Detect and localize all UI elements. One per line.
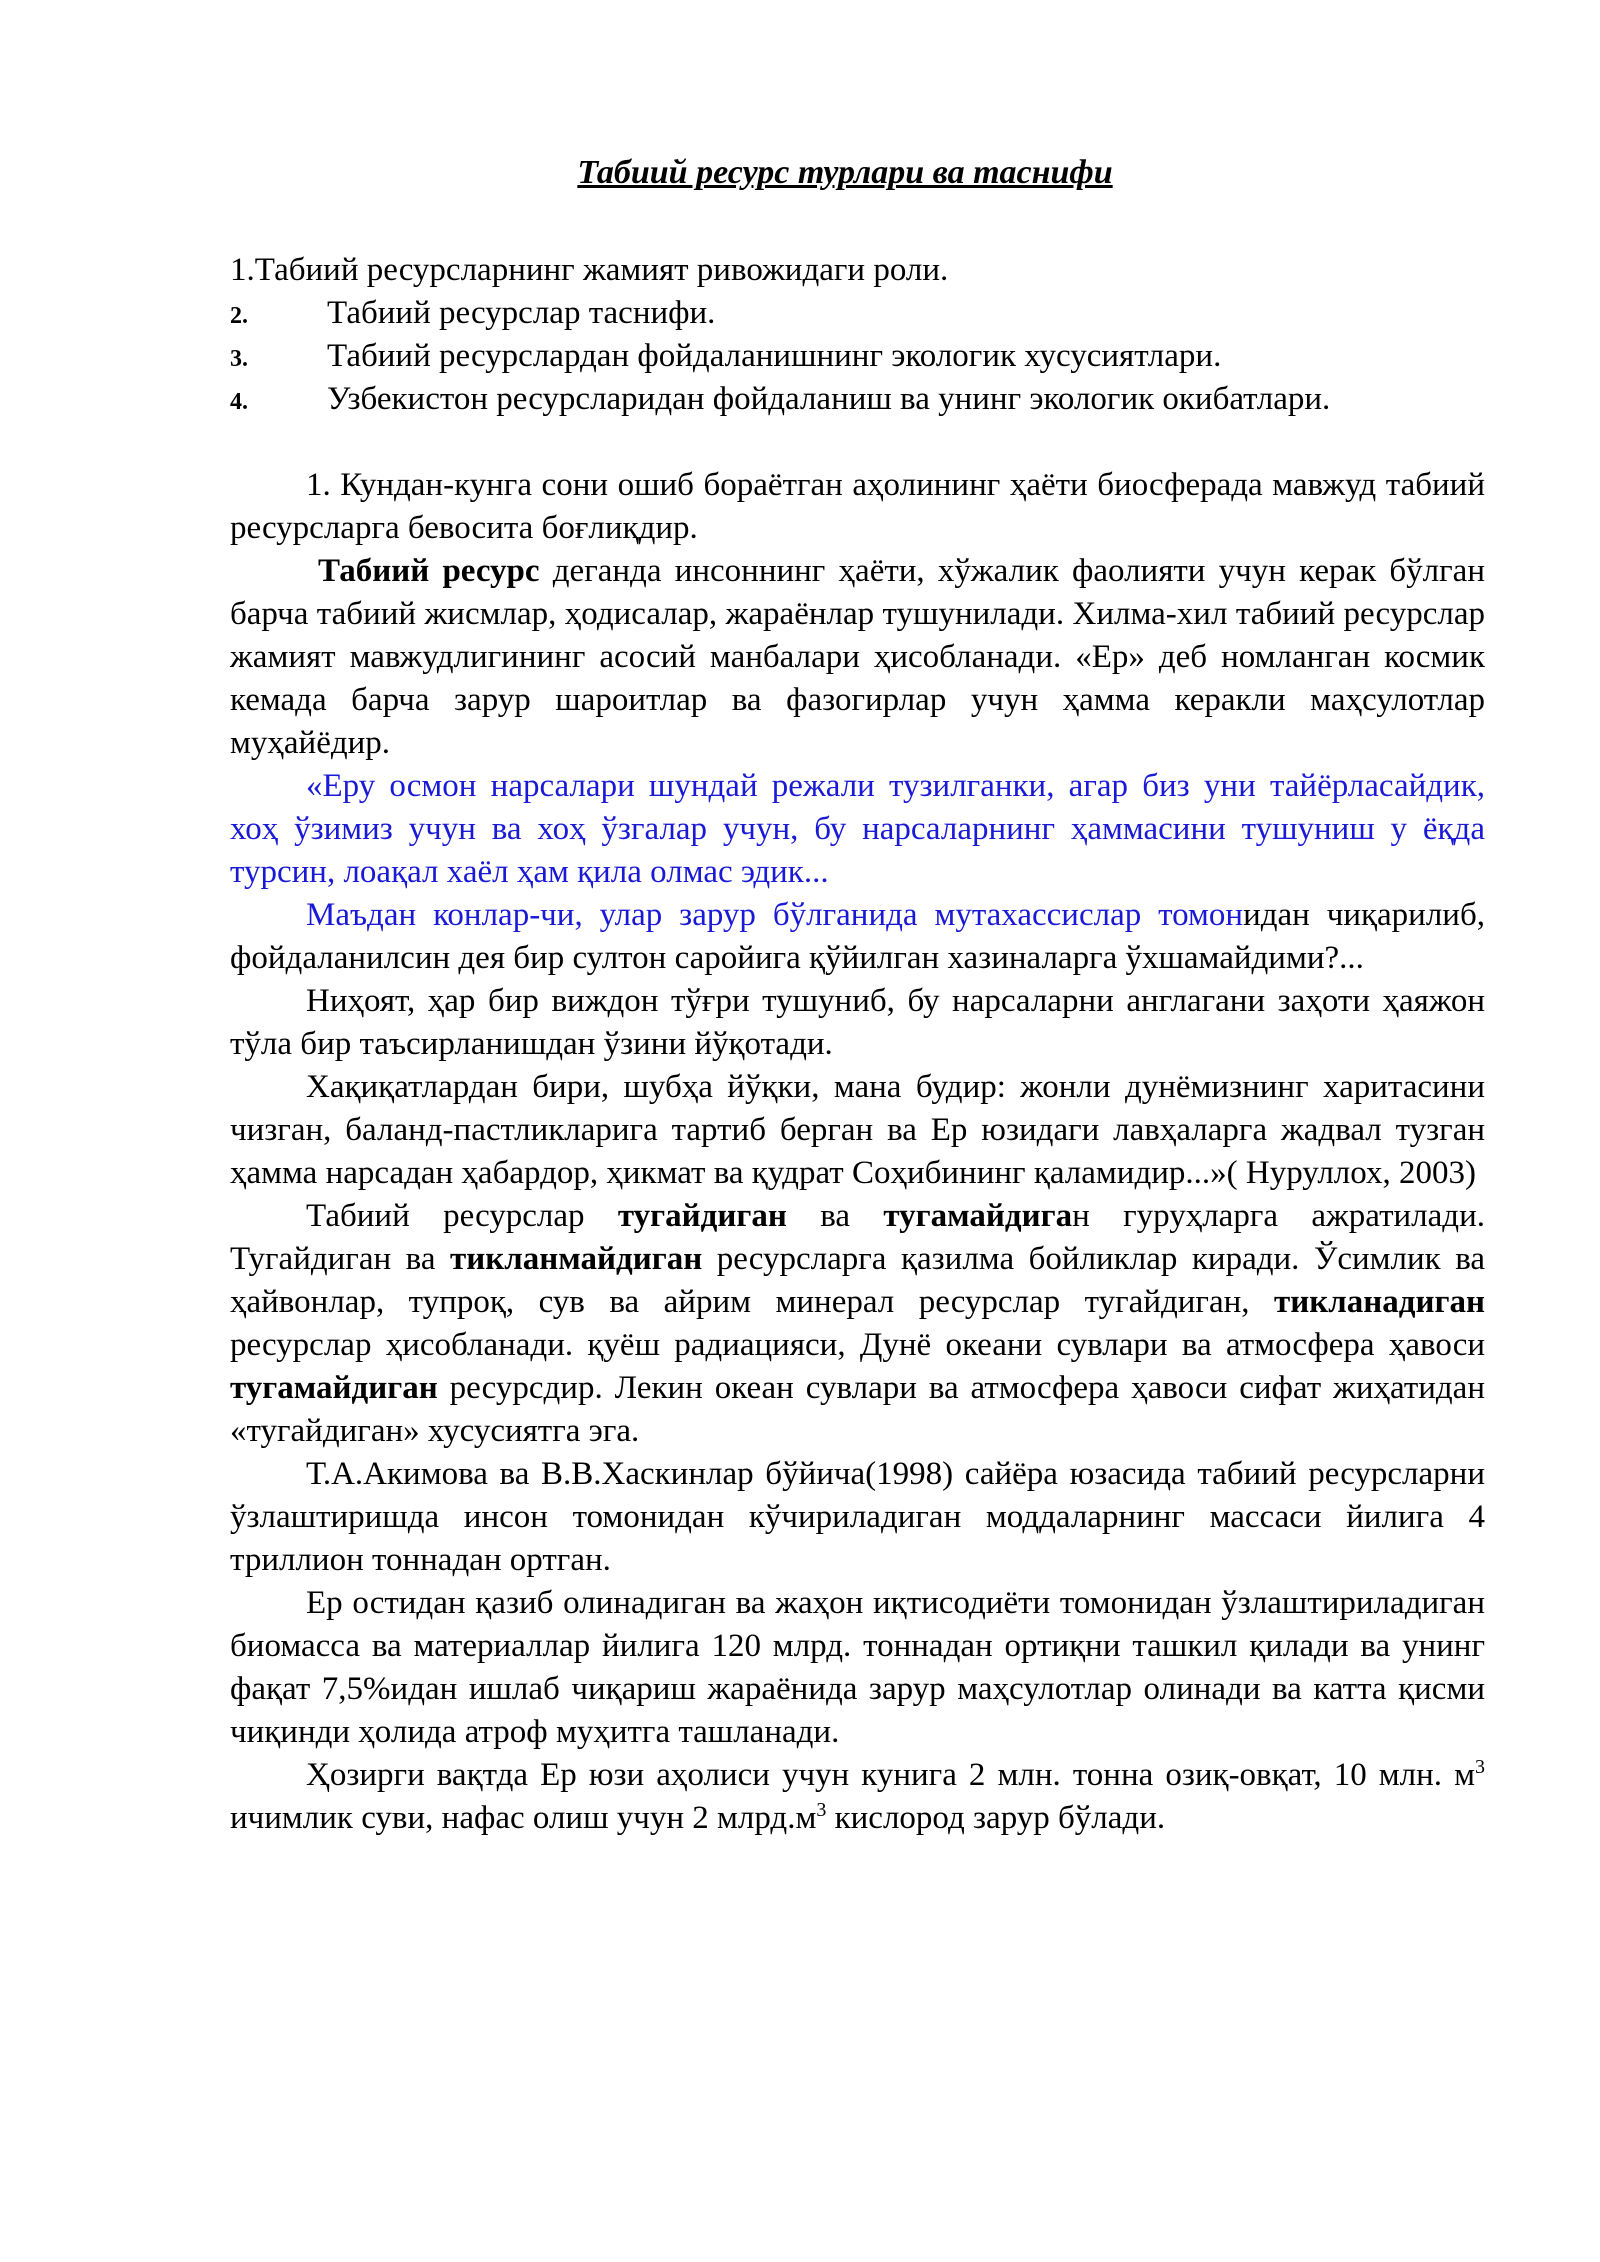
paragraph-quote: «Еру осмон нарсалари шундай режали тузилганки, агар биз уни тайёрласайдик, хоҳ ўзимиз учун ва хоҳ ўзгалар учун, бу нарсаларнинг ҳаммасини тушуниш у ёқда турсин, лоақал хаёл ҳам қила олмас эдик... [230,768,1485,890]
paragraph-intro: 1. Кундан-кунга сони ошиб бораётган аҳолининг ҳаёти биосферада мавжуд табиий ресурсларга бевосита боғлиқдир. [230,467,1485,546]
paragraph-text: ичимлик суви, нафас олиш учун 2 млрд.м [230,1800,817,1836]
paragraph-text: ресурслар ҳисобланади. қуёш радиацияси, Дунё океани сувлари ва атмосфера ҳавоси [230,1327,1485,1363]
toc-text: Табиий ресурслардан фойдаланишнинг экологик хусусиятлари. [327,338,1222,374]
toc-item [230,335,1530,378]
term-bold: тикланмайдиган [450,1241,703,1277]
paragraph-9: Ер остидан қазиб олинадиган ва жаҳон иқтисодиёти томонидан ўзлаштириладиган биомасса ва материаллар йилига 120 млрд. тоннадан ортиқни ташкил қилади ва унинг фақат 7,5%идан ишлаб чиқариш жараёнида зарур маҳсулотлар олинади ва катта қисми чиқинди ҳолида атроф муҳитга ташланади. [230,1585,1485,1750]
paragraph-text: Ҳозирги вақтда Ер юзи аҳолиси учун кунига 2 млн. тонна озиқ-овқат, 10 млн. м [306,1757,1475,1793]
document-body [230,464,1485,1840]
superscript: 3 [1475,1756,1485,1778]
paragraph-text: ресурсдир. Лекин океан сувлари ва атмосфера ҳавоси сифат жиҳатидан «тугайдиган» хусусиятга эга. [230,1370,1485,1449]
toc-item [230,249,1530,292]
document-title: Табиий ресурс турлари ва таснифи [577,154,1113,191]
paragraph-6: Хақиқатлардан бири, шубҳа йўқки, мана будир: жонли дунёмизнинг харитасини чизган, баланд-пастликларига тартиб берган ва Ер юзидаги лавҳаларга жадвал тузган ҳамма нарсадан ҳабардор, ҳикмат ва қудрат Соҳибининг қаламидир...»( Нуруллох, 2003) [230,1069,1485,1191]
paragraph-8: Т.А.Акимова ва В.В.Хаскинлар бўйича(1998) сайёра юзасида табиий ресурсларни ўзлаштиришда инсон томонидан кўчириладиган моддаларнинг массаси йилига 4 триллион тоннадан ортган. [230,1456,1485,1578]
paragraph-classification [230,1195,1485,1453]
paragraph-text: идан чиқарилиб, фойдаланилсин дея бир султон саройига қўйилган хазиналарга ўхшамайдими?... [230,897,1485,976]
toc-number: 2. [230,303,248,329]
toc-item [230,378,1530,421]
paragraph-text: Табиий ресурслар [306,1198,618,1234]
toc-number: 1. [230,252,255,288]
paragraph-text: ресурсларга қазилма бойликлар киради. Ўсимлик ва ҳайвонлар, тупроқ, сув ва айрим минерал ресурслар тугайдиган, [230,1241,1485,1320]
term-bold: Табиий ресурс [318,553,540,589]
paragraph-quote-continued [230,894,1485,980]
toc-number: 4. [230,389,248,415]
paragraph-10 [230,1754,1485,1840]
toc-text: Табиий ресурсларнинг жамият ривожидаги роли. [254,252,949,288]
toc-item [230,292,1530,335]
table-of-contents [230,249,1530,421]
paragraph-5: Ниҳоят, ҳар бир виждон тўғри тушуниб, бу нарсаларни англагани заҳоти ҳаяжон тўла бир таъсирланишдан ўзини йўқотади. [230,983,1485,1062]
toc-number: 3. [230,346,248,372]
quote-text-blue: Маъдан конлар-чи, улар зарур бўлганида мутахассислар томон [306,897,1244,933]
superscript: 3 [816,1799,827,1821]
paragraph-text: деганда инсоннинг ҳаёти, хўжалик фаолияти учун керак бўлган барча табиий жисмлар, ҳодисалар, жараёнлар тушунилади. Хилма-хил табиий ресурслар жамият мавжудлигининг асосий манбалари ҳисобланади. «Ер» деб номланган космик кемада барча зарур шароитлар ва фазогирлар учун ҳамма керакли маҳсулотлар муҳайёдир. [230,553,1485,761]
paragraph-definition [230,550,1485,765]
term-bold: тугамайдиган [230,1370,438,1406]
toc-text: Табиий ресурслар таснифи. [327,295,716,331]
term-bold: тугамайдига [883,1198,1073,1234]
term-bold: тикланадиган [1274,1284,1485,1320]
term-bold: тугайдиган [617,1198,787,1234]
toc-text: Узбекистон ресурсларидан фойдаланиш ва унинг экологик окибатлари. [327,381,1331,417]
paragraph-text: ва [786,1198,884,1234]
paragraph-text: кислород зарур бўлади. [826,1800,1166,1836]
paragraph-text: н гуруҳларга ажратилади. Тугайдиган ва [230,1198,1486,1277]
